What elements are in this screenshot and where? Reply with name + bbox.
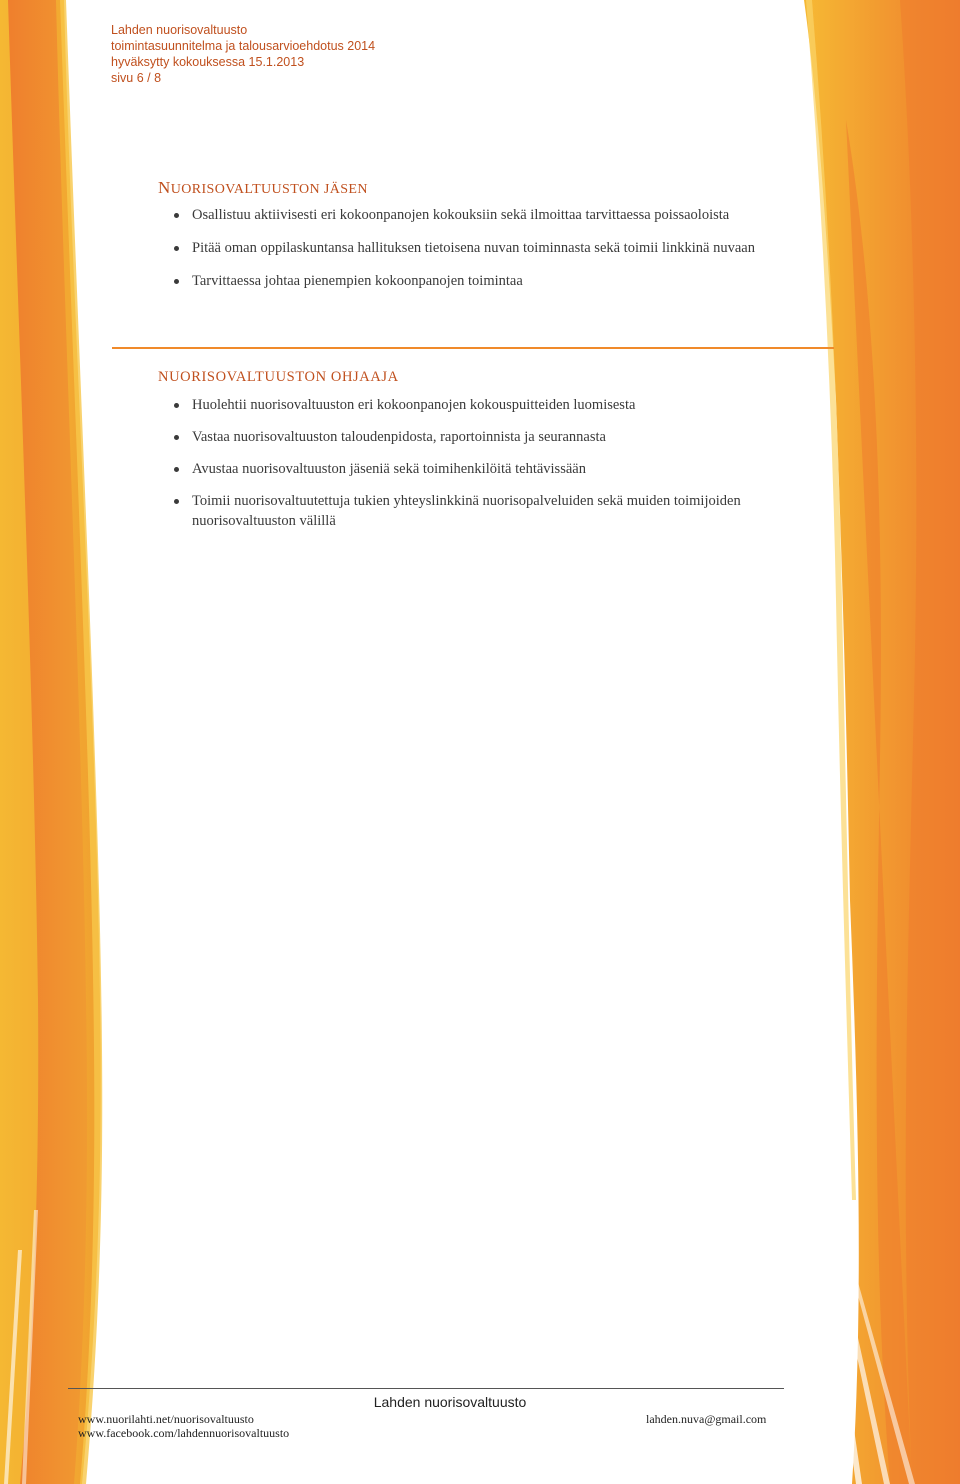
page-header <box>111 22 375 86</box>
advisor-duties-list <box>167 395 847 543</box>
header-approved: hyväksytty kokouksessa 15.1.2013 <box>111 55 305 69</box>
footer-website-link[interactable]: www.nuorilahti.net/nuorisovaltuusto <box>78 1412 254 1426</box>
section-title-member <box>158 178 368 198</box>
footer-divider <box>68 1388 784 1389</box>
footer-email-link[interactable]: lahden.nuva@gmail.com <box>646 1412 767 1426</box>
section-title-initial: N <box>158 178 171 197</box>
list-item: Pitää oman oppilaskuntansa hallituksen tietoisena nuvan toiminnasta sekä toimii linkkinä nuvaan <box>167 238 827 258</box>
header-org: Lahden nuorisovaltuusto <box>111 23 248 37</box>
section-divider <box>112 347 834 349</box>
list-item: Vastaa nuorisovaltuuston taloudenpidosta, raportoinnista ja seurannasta <box>167 427 847 447</box>
section-title-rest: UORISOVALTUUSTON JÄSEN <box>170 182 368 197</box>
footer-facebook-link[interactable]: www.facebook.com/lahdennuorisovaltuusto <box>78 1426 290 1440</box>
list-item: Tarvittaessa johtaa pienempien kokoonpanojen toimintaa <box>167 271 827 291</box>
list-item: Osallistuu aktiivisesti eri kokoonpanojen kokouksiin sekä ilmoittaa tarvittaessa poissaoloista <box>167 205 827 225</box>
header-document: toimintasuunnitelma ja talousarvioehdotus 2014 <box>111 39 376 53</box>
list-item: Huolehtii nuorisovaltuuston eri kokoonpanojen kokouspuitteiden luomisesta <box>167 395 847 415</box>
member-duties-list <box>167 205 827 304</box>
list-item: Toimii nuorisovaltuutettuja tukien yhteyslinkkinä nuorisopalveluiden sekä muiden toimijoiden nuorisovaltuuston välillä <box>167 491 847 531</box>
list-item: Avustaa nuorisovaltuuston jäseniä sekä toimihenkilöitä tehtävissään <box>167 459 847 479</box>
header-page-number: sivu 6 / 8 <box>111 71 162 85</box>
footer-title: Lahden nuorisovaltuusto <box>373 1394 527 1410</box>
section-title-advisor: NUORISOVALTUUSTON OHJAAJA <box>158 369 399 385</box>
